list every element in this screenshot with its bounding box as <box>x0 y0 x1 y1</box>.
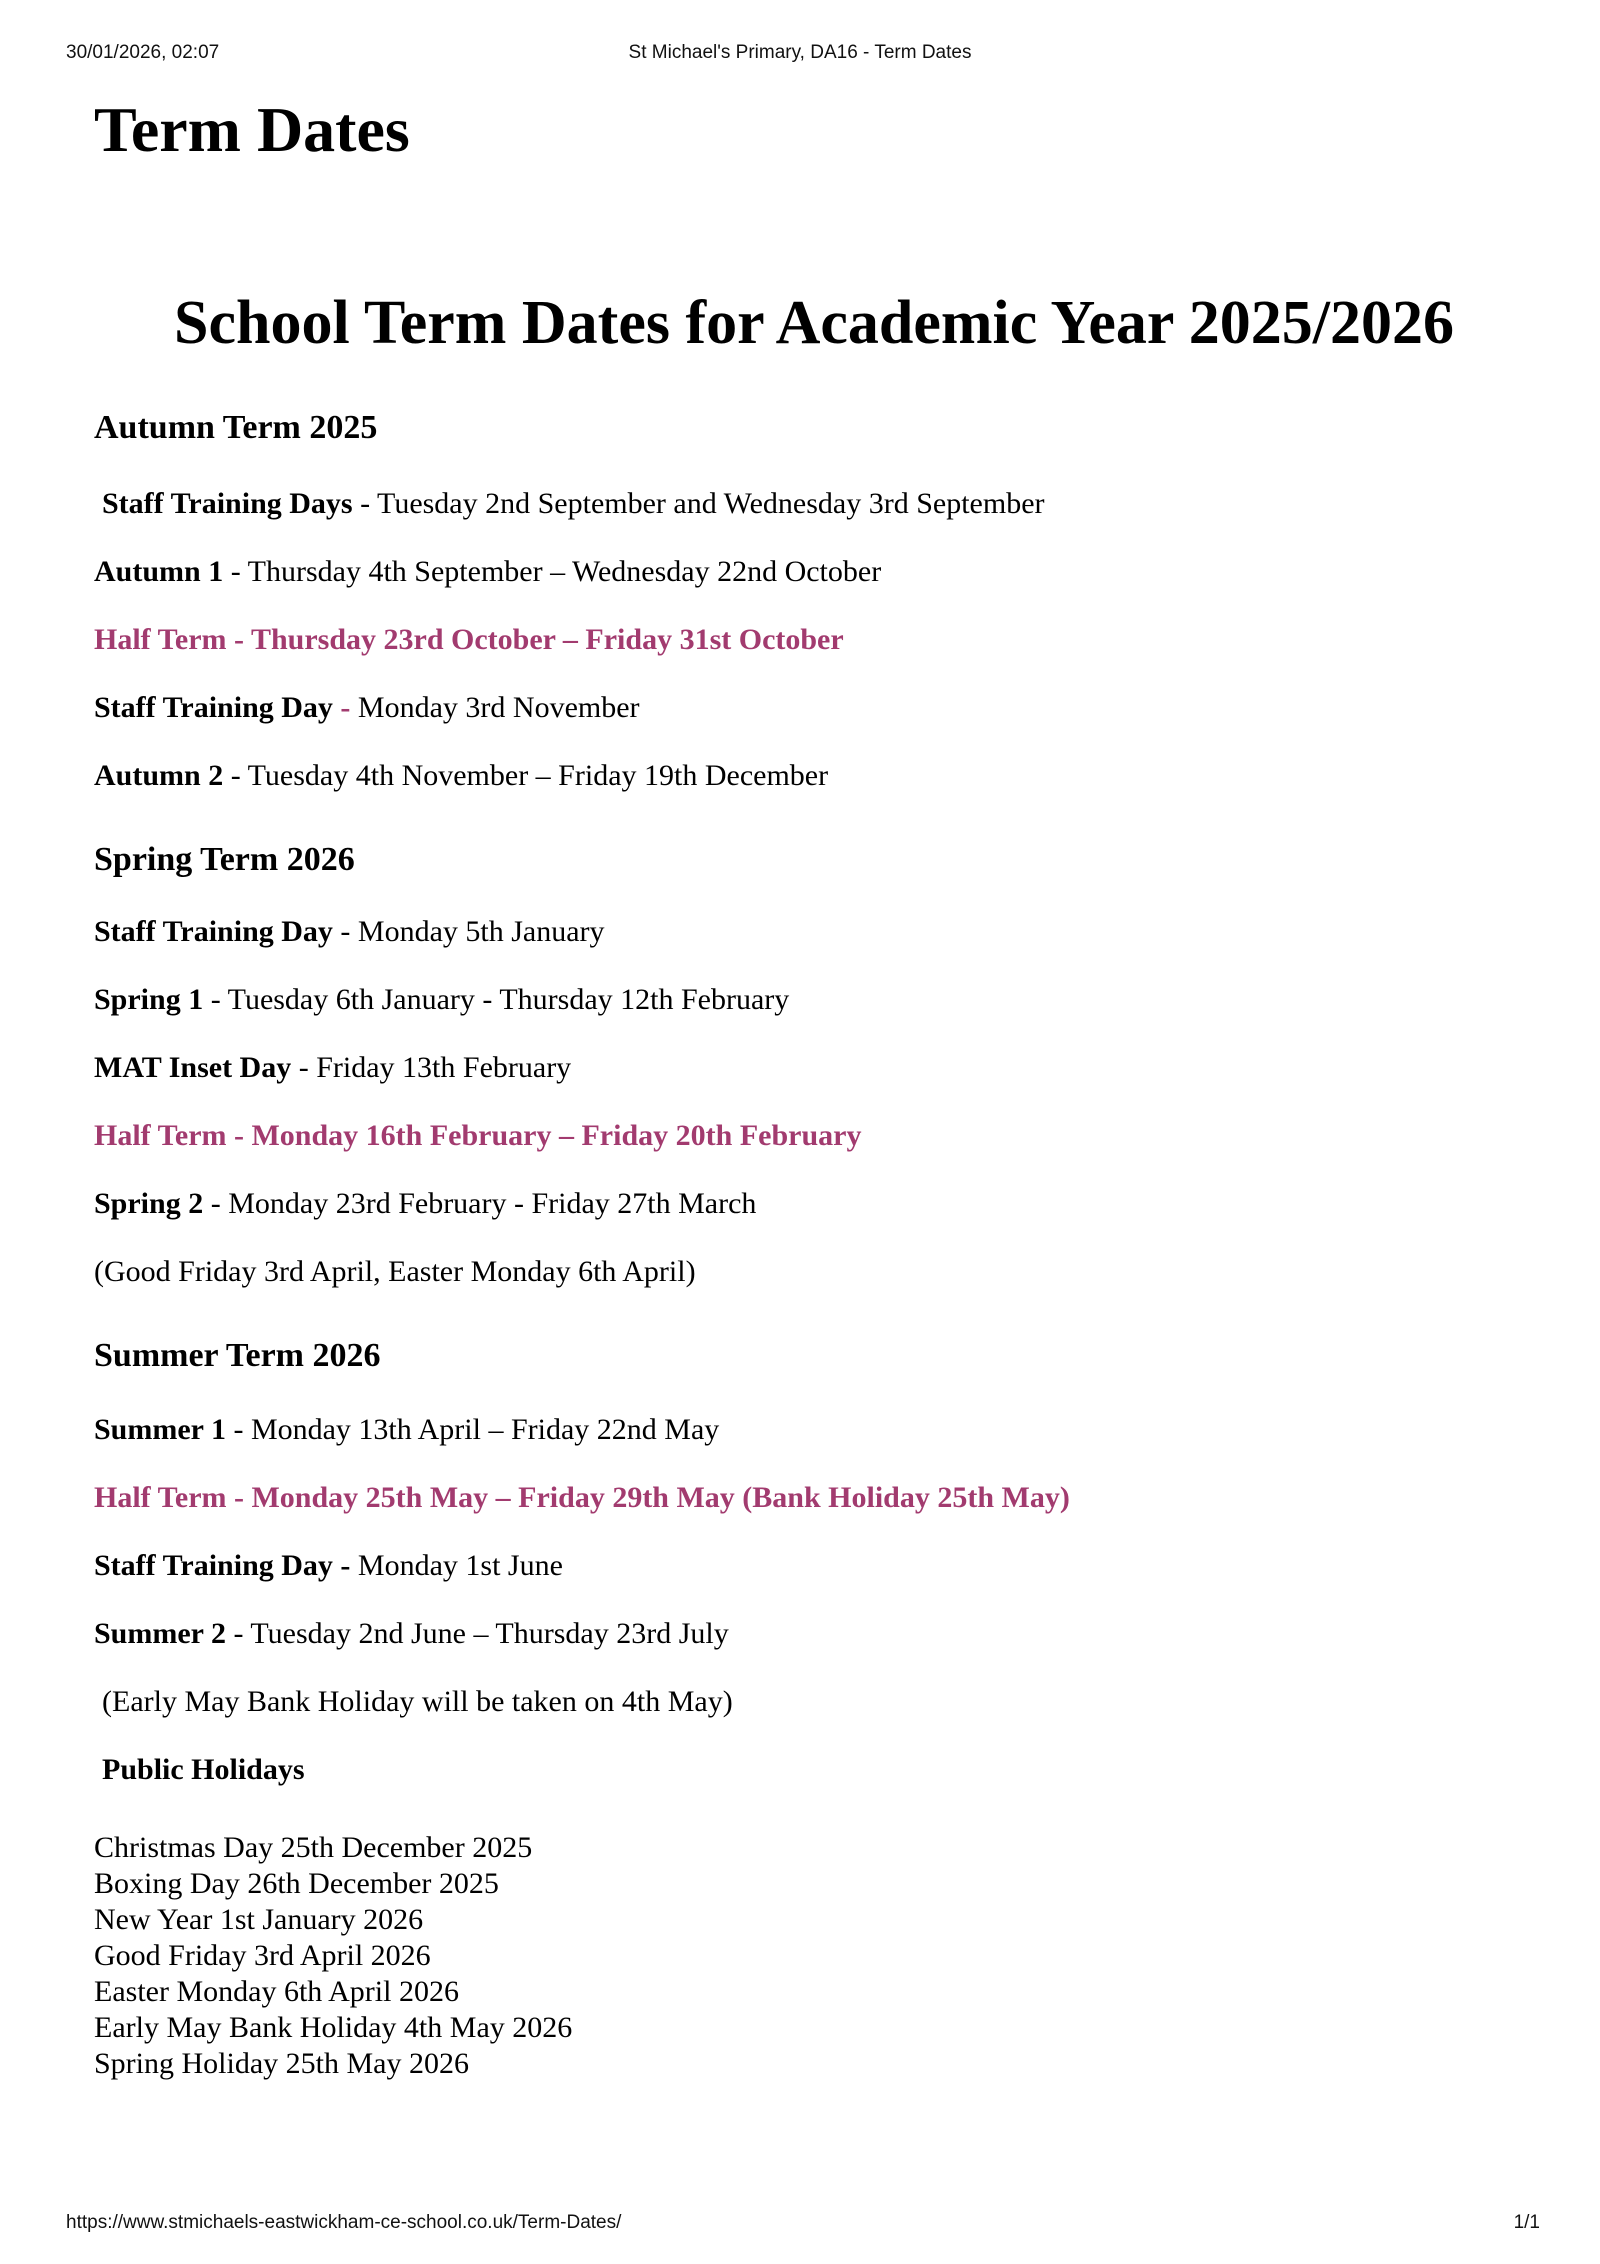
summer-staff-training-day-label: Staff Training Day - <box>94 1549 351 1582</box>
autumn-staff-training-days <box>102 484 1045 524</box>
page-title: Term Dates <box>94 94 410 165</box>
autumn-staff-training-day-text: Monday 3rd November <box>350 691 640 724</box>
list-item: Spring Holiday 25th May 2026 <box>94 2047 469 2080</box>
autumn-staff-training-day: Staff Training Day - Monday 3rd November <box>94 691 640 724</box>
summer-2-row <box>94 1614 729 1654</box>
summer-2-label: Summer 2 <box>94 1617 226 1650</box>
list-item: Easter Monday 6th April 2026 <box>94 1975 459 2008</box>
main-heading: School Term Dates for Academic Year 2025/2026 <box>173 289 1455 357</box>
spring-staff-training-day-label: Staff Training Day <box>94 915 333 948</box>
spring-2-row <box>94 1184 756 1224</box>
list-item: Early May Bank Holiday 4th May 2026 <box>94 2011 573 2044</box>
mat-inset-text: - Friday 13th February <box>291 1051 572 1084</box>
autumn-term-heading: Autumn Term 2025 <box>94 409 378 446</box>
autumn-2-text: - Tuesday 4th November – Friday 19th December <box>223 759 829 792</box>
list-item: New Year 1st January 2026 <box>94 1903 424 1936</box>
mat-inset-day-row <box>94 1048 571 1088</box>
summer-note: (Early May Bank Holiday will be taken on 4th May) <box>102 1685 733 1718</box>
autumn-staff-training-day-label: Staff Training Day <box>94 691 333 724</box>
autumn-half-term: Half Term - Thursday 23rd October – Friday 31st October <box>94 623 844 656</box>
list-item: Good Friday 3rd April 2026 <box>94 1939 431 1972</box>
spring-1-row <box>94 980 789 1020</box>
list-item: Christmas Day 25th December 2025 <box>94 1831 533 1864</box>
print-header <box>0 42 1600 68</box>
autumn-1-row <box>94 552 881 592</box>
autumn-staff-training-label: Staff Training Days <box>102 487 353 520</box>
summer-1-label: Summer 1 <box>94 1413 226 1446</box>
mat-inset-label: MAT Inset Day <box>94 1051 292 1084</box>
autumn-staff-training-text: - Tuesday 2nd September and Wednesday 3rd September <box>352 487 1045 520</box>
spring-2-text: - Monday 23rd February - Friday 27th March <box>203 1187 757 1220</box>
spring-2-label: Spring 2 <box>94 1187 204 1220</box>
summer-half-term: Half Term - Monday 25th May – Friday 29th May (Bank Holiday 25th May) <box>94 1481 1070 1514</box>
page-url: https://www.stmichaels-eastwickham-ce-school.co.uk/Term-Dates/ <box>66 2212 622 2233</box>
autumn-1-label: Autumn 1 <box>94 555 224 588</box>
public-holidays-heading: Public Holidays <box>102 1753 305 1786</box>
summer-1-row <box>94 1410 719 1450</box>
page-number: 1/1 <box>1513 2212 1540 2233</box>
summer-term-heading: Summer Term 2026 <box>94 1337 381 1374</box>
summer-staff-training-day-text: Monday 1st June <box>350 1549 563 1582</box>
autumn-2-row <box>94 756 828 796</box>
spring-1-label: Spring 1 <box>94 983 204 1016</box>
spring-note: (Good Friday 3rd April, Easter Monday 6th April) <box>94 1255 696 1288</box>
summer-1-text: - Monday 13th April – Friday 22nd May <box>225 1413 720 1446</box>
print-document-title: St Michael's Primary, DA16 - Term Dates <box>628 42 972 63</box>
autumn-1-text: - Thursday 4th September – Wednesday 22nd October <box>223 555 882 588</box>
page-content <box>94 90 1534 2080</box>
list-item: Boxing Day 26th December 2025 <box>94 1867 499 1900</box>
spring-staff-training-day <box>94 912 605 952</box>
summer-2-text: - Tuesday 2nd June – Thursday 23rd July <box>225 1617 729 1650</box>
autumn-2-label: Autumn 2 <box>94 759 224 792</box>
print-timestamp: 30/01/2026, 02:07 <box>66 42 220 63</box>
summer-staff-training-day <box>94 1546 563 1586</box>
spring-1-text: - Tuesday 6th January - Thursday 12th February <box>203 983 790 1016</box>
spring-staff-training-day-text: - Monday 5th January <box>332 915 605 948</box>
public-holidays-list <box>94 1830 572 2082</box>
spring-half-term: Half Term - Monday 16th February – Friday 20th February <box>94 1119 862 1152</box>
print-footer <box>0 2212 1600 2238</box>
spring-term-heading: Spring Term 2026 <box>94 841 355 878</box>
